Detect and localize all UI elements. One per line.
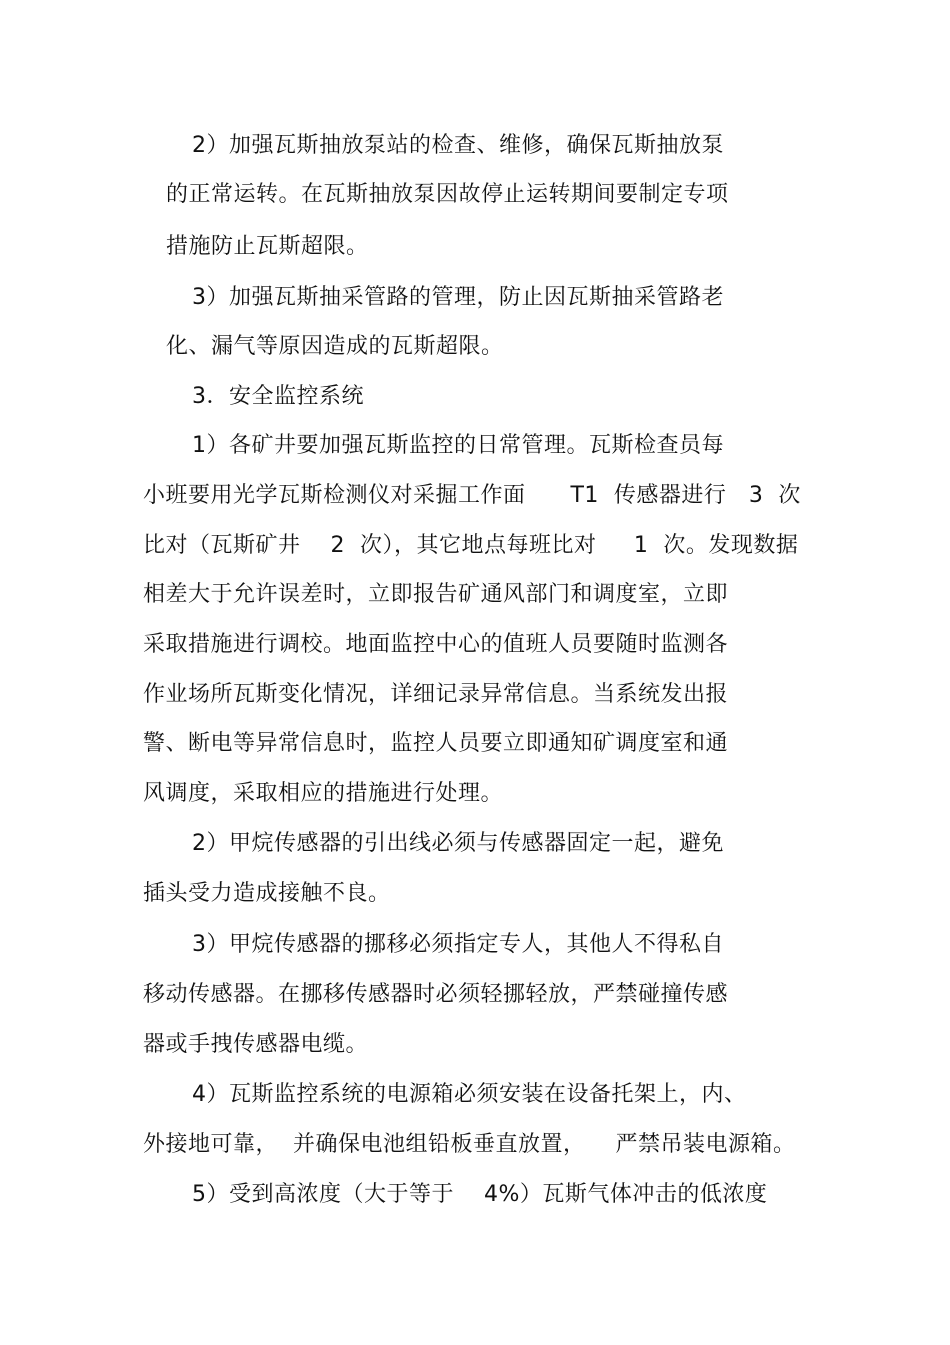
text-line: 3）加强瓦斯抽采管路的管理，防止因瓦斯抽采管路老 xyxy=(192,285,724,310)
text-line: 插头受力造成接触不良。 xyxy=(143,881,391,906)
text-line: 采取措施进行调校。地面监控中心的值班人员要随时监测各 xyxy=(143,632,729,657)
text-line: 3）甲烷传感器的挪移必须指定专人，其他人不得私自 xyxy=(192,932,724,957)
text-line: 4）瓦斯监控系统的电源箱必须安装在设备托架上，内、 xyxy=(192,1082,747,1107)
text-line: 5）受到高浓度（大于等于 4%）瓦斯气体冲击的低浓度 xyxy=(192,1182,768,1207)
text-line: 移动传感器。在挪移传感器时必须轻挪轻放，严禁碰撞传感 xyxy=(143,982,729,1007)
text-line: 器或手拽传感器电缆。 xyxy=(143,1032,369,1057)
text-line: 外接地可靠， 并确保电池组铅板垂直放置， 严禁吊装电源箱。 xyxy=(143,1132,796,1157)
text-line: 作业场所瓦斯变化情况，详细记录异常信息。当系统发出报 xyxy=(143,682,729,707)
text-line: 相差大于允许误差时，立即报告矿通风部门和调度室，立即 xyxy=(143,582,729,607)
text-line: 小班要用光学瓦斯检测仪对采掘工作面 T1 传感器进行 3 次 xyxy=(143,483,801,508)
text-line: 措施防止瓦斯超限。 xyxy=(166,234,369,259)
text-line: 警、断电等异常信息时，监控人员要立即通知矿调度室和通 xyxy=(143,731,729,756)
text-line: 比对（瓦斯矿井 2 次），其它地点每班比对 1 次。发现数据 xyxy=(143,533,799,558)
text-line: 的正常运转。在瓦斯抽放泵因故停止运转期间要制定专项 xyxy=(166,182,729,207)
text-line: 2）加强瓦斯抽放泵站的检查、维修，确保瓦斯抽放泵 xyxy=(192,133,724,158)
text-line: 1）各矿井要加强瓦斯监控的日常管理。瓦斯检查员每 xyxy=(192,433,724,458)
text-line: 2）甲烷传感器的引出线必须与传感器固定一起，避免 xyxy=(192,831,724,856)
text-line: 化、漏气等原因造成的瓦斯超限。 xyxy=(166,334,504,359)
section-heading: 3．安全监控系统 xyxy=(192,384,364,409)
text-line: 风调度，采取相应的措施进行处理。 xyxy=(143,781,504,806)
